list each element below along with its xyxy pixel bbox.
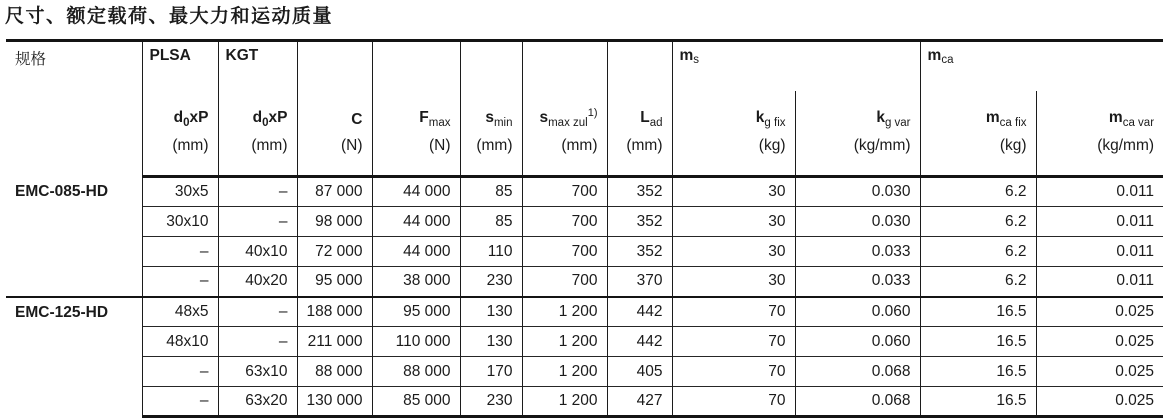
header-symbol-mcafix: $m_{ca fix}$: [920, 91, 1036, 133]
table-cell: 0.011: [1036, 267, 1163, 297]
header-symbol-row: [6, 91, 1163, 133]
table-cell: 0.060: [795, 297, 920, 327]
table-cell: 85 000: [372, 387, 460, 417]
table-cell: 6.2: [920, 177, 1036, 207]
table-cell: 70: [672, 327, 795, 357]
spec-cell: EMC-125-HD: [6, 297, 142, 417]
table-cell: 30: [672, 237, 795, 267]
table-cell: 0.025: [1036, 327, 1163, 357]
table-cell: 85: [460, 207, 522, 237]
table-cell: 700: [522, 237, 607, 267]
table-cell: 370: [607, 267, 672, 297]
table-cell: 0.025: [1036, 297, 1163, 327]
table-cell: 30x5: [142, 177, 218, 207]
table-cell: 0.033: [795, 237, 920, 267]
spec-cell: EMC-085-HD: [15, 182, 109, 200]
table-cell: –: [142, 267, 218, 297]
symbol-main: m: [679, 47, 694, 64]
table-cell: 352: [607, 207, 672, 237]
table-cell: 442: [607, 297, 672, 327]
table-cell: 0.033: [795, 267, 920, 297]
table-cell: 0.060: [795, 327, 920, 357]
table-cell: –: [142, 357, 218, 387]
unit-cell: (mm): [522, 133, 607, 177]
table-cell: 87 000: [297, 177, 372, 207]
symbol-sub: ca: [941, 54, 954, 66]
spec-table: [6, 39, 1163, 418]
footnote-marker: 1): [587, 107, 598, 119]
header-group-empty: [522, 41, 607, 92]
table-cell: 63x10: [218, 357, 297, 387]
table-cell: 700: [522, 177, 607, 207]
table-cell: 30: [672, 207, 795, 237]
header-symbol-fmax: $F_{max}$: [372, 91, 460, 133]
table-cell: 16.5: [920, 297, 1036, 327]
table-cell: 38 000: [372, 267, 460, 297]
table-cell: 352: [607, 177, 672, 207]
header-cell-spec: 规格: [6, 41, 142, 177]
symbol-sub: s: [693, 54, 700, 66]
table-cell: 0.068: [795, 357, 920, 387]
table-row: [6, 327, 1163, 357]
table-cell: 211 000: [297, 327, 372, 357]
table-row: [6, 177, 1163, 207]
table-cell: 70: [672, 297, 795, 327]
table-cell: 230: [460, 267, 522, 297]
header-group-plsa: PLSA: [142, 41, 218, 92]
table-cell: 188 000: [297, 297, 372, 327]
table-cell: 110 000: [372, 327, 460, 357]
table-cell: 63x20: [218, 387, 297, 417]
table-cell: 88 000: [297, 357, 372, 387]
table-row: [6, 237, 1163, 267]
table-cell: 130: [460, 327, 522, 357]
unit-cell: (mm): [142, 133, 218, 177]
table-cell: 70: [672, 387, 795, 417]
table-row: [6, 387, 1163, 417]
header-group-row: [6, 41, 1163, 92]
unit-cell: (kg/mm): [795, 133, 920, 177]
table-cell: 0.025: [1036, 387, 1163, 417]
table-cell: 16.5: [920, 357, 1036, 387]
table-cell: 70: [672, 357, 795, 387]
header-symbol-c: C: [297, 91, 372, 133]
table-cell: –: [218, 177, 297, 207]
table-cell: 6.2: [920, 207, 1036, 237]
unit-cell: (N): [297, 133, 372, 177]
header-unit-row: [6, 133, 1163, 177]
table-cell: 40x10: [218, 237, 297, 267]
unit-cell: (kg/mm): [1036, 133, 1163, 177]
table-cell: 98 000: [297, 207, 372, 237]
table-cell: 0.011: [1036, 207, 1163, 237]
symbol-main: m: [927, 47, 942, 64]
header-symbol-mcavar: $m_{ca var}$: [1036, 91, 1163, 133]
table-cell: 44 000: [372, 237, 460, 267]
unit-cell: (kg): [920, 133, 1036, 177]
table-cell: 95 000: [297, 267, 372, 297]
table-cell: –: [218, 297, 297, 327]
header-symbol-d0xp-plsa: $d_0xP$: [142, 91, 218, 133]
table-cell: 44 000: [372, 177, 460, 207]
table-cell: 40x20: [218, 267, 297, 297]
table-cell: 6.2: [920, 237, 1036, 267]
table-cell: 88 000: [372, 357, 460, 387]
table-cell: 1 200: [522, 357, 607, 387]
unit-cell: (mm): [218, 133, 297, 177]
header-symbol-d0xp-kgt: $d_0xP$: [218, 91, 297, 133]
table-cell: 48x10: [142, 327, 218, 357]
header-symbol-kgfix: $k_{g fix}$: [672, 91, 795, 133]
table-row: [6, 207, 1163, 237]
header-symbol-smaxzul: $s_{max zul}^{1)}$: [522, 91, 607, 133]
table-cell: 85: [460, 177, 522, 207]
header-symbol-lad: $L_{ad}$: [607, 91, 672, 133]
table-cell: 170: [460, 357, 522, 387]
table-cell: –: [142, 387, 218, 417]
table-cell: 130: [460, 297, 522, 327]
table-cell: 130 000: [297, 387, 372, 417]
header-symbol-smin: $s_{min}$: [460, 91, 522, 133]
table-cell: 48x5: [142, 297, 218, 327]
table-cell: 1 200: [522, 387, 607, 417]
header-group-ms: [672, 41, 920, 92]
table-cell: 30: [672, 267, 795, 297]
table-cell: 427: [607, 387, 672, 417]
table-cell: –: [218, 327, 297, 357]
table-cell: –: [218, 207, 297, 237]
unit-cell: (mm): [460, 133, 522, 177]
table-cell: 1 200: [522, 297, 607, 327]
table-cell: 0.025: [1036, 357, 1163, 387]
table-cell: 0.068: [795, 387, 920, 417]
table-cell: 352: [607, 237, 672, 267]
table-cell: 6.2: [920, 267, 1036, 297]
table-cell: 44 000: [372, 207, 460, 237]
table-cell: 700: [522, 267, 607, 297]
table-cell: 72 000: [297, 237, 372, 267]
table-cell: 1 200: [522, 327, 607, 357]
page-title: 尺寸、额定载荷、最大力和运动质量: [5, 6, 334, 27]
table-cell: 30x10: [142, 207, 218, 237]
header-symbol-kgvar: $k_{g var}$: [795, 91, 920, 133]
table-cell: 230: [460, 387, 522, 417]
header-group-kgt: KGT: [218, 41, 297, 92]
header-group-empty: [297, 41, 372, 92]
table-row: [6, 357, 1163, 387]
unit-cell: (N): [372, 133, 460, 177]
unit-cell: (mm): [607, 133, 672, 177]
table-cell: 16.5: [920, 327, 1036, 357]
table-cell: 0.011: [1036, 177, 1163, 207]
table-cell: 700: [522, 207, 607, 237]
header-group-empty: [460, 41, 522, 92]
table-row: [6, 267, 1163, 297]
table-cell: 30: [672, 177, 795, 207]
table-cell: 16.5: [920, 387, 1036, 417]
table-cell: 442: [607, 327, 672, 357]
table-cell: 0.011: [1036, 237, 1163, 267]
table-cell: 95 000: [372, 297, 460, 327]
header-group-mca: [920, 41, 1163, 92]
table-row: [6, 297, 1163, 327]
table-cell: 0.030: [795, 177, 920, 207]
table-cell: 110: [460, 237, 522, 267]
table-cell: –: [142, 237, 218, 267]
header-group-empty: [372, 41, 460, 92]
table-cell: 0.030: [795, 207, 920, 237]
header-group-empty: [607, 41, 672, 92]
table-cell: 405: [607, 357, 672, 387]
unit-cell: (kg): [672, 133, 795, 177]
